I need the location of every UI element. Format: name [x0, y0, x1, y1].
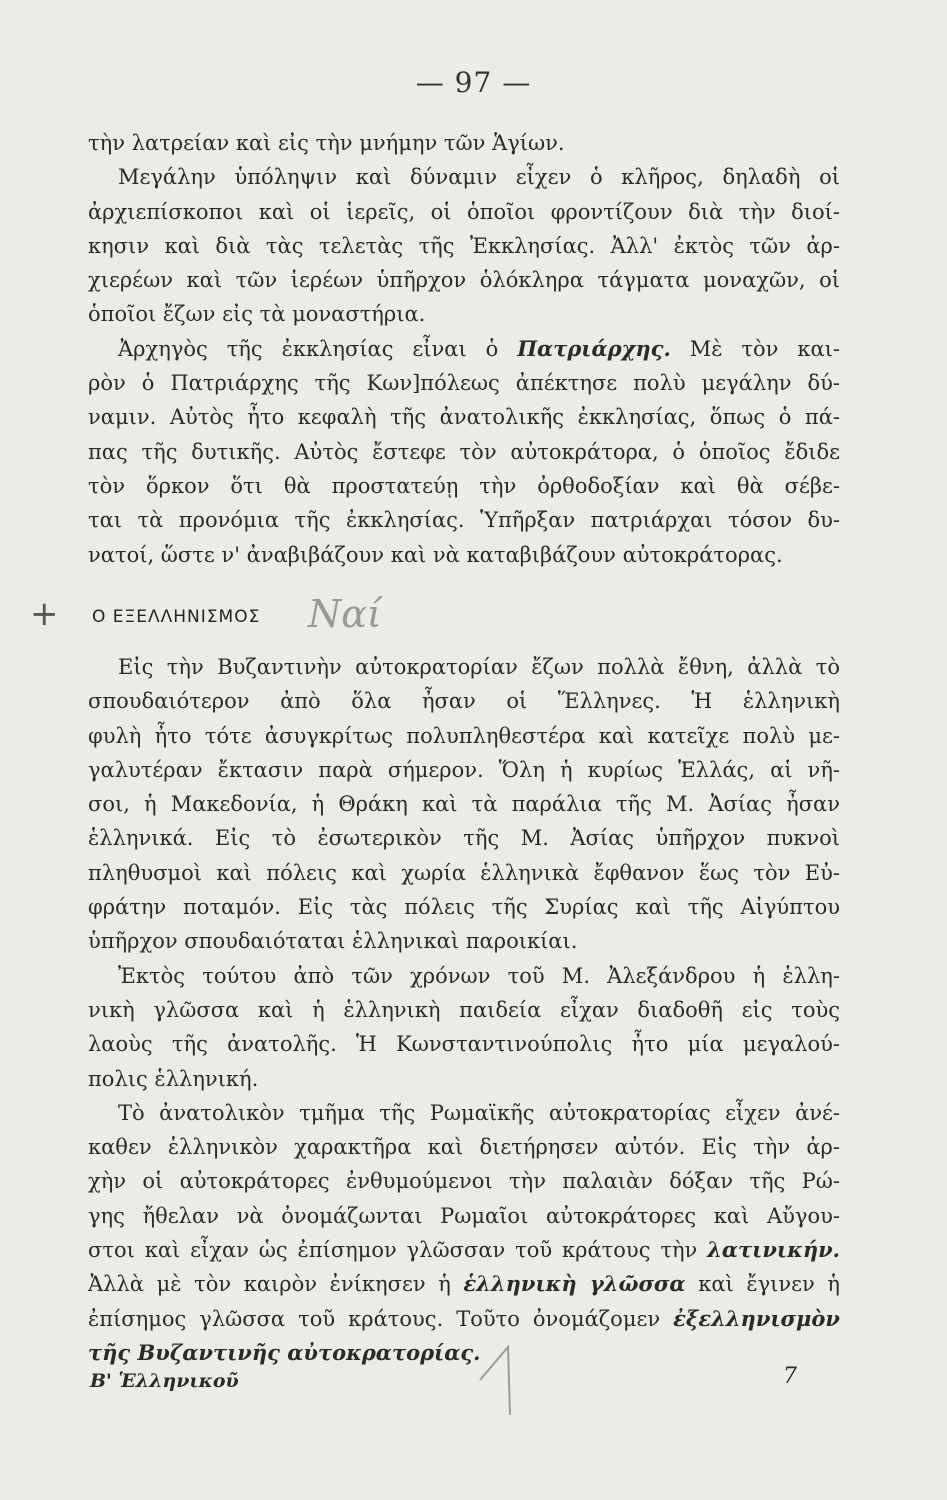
bold-term: Πατριάρχης.	[517, 335, 671, 361]
section-heading: Ο ΕΞΕΛΛΗΝΙΣΜΟΣ	[92, 607, 261, 627]
text-line: ἑλληνικά. Εἰς τὸ ἐσωτερικὸν τῆς Μ. Ἀσίας ὑπῆρχον πυκνοὶ	[88, 826, 840, 851]
text-line: Εἰς τὴν Βυζαντινὴν αὐτοκρατορίαν ἔζων πολλὰ ἔθνη, ἀλλὰ τὸ	[118, 655, 840, 679]
text-segment: Ἀρχηγὸς τῆς ἐκκλησίας εἶναι ὁ	[118, 336, 499, 361]
text-line: τὴν λατρείαν καὶ εἰς τὴν μνήμην τῶν Ἁγίων.	[88, 131, 565, 155]
margin-plus-mark: +	[30, 594, 59, 634]
printer-signature: Β' Ἑλληνικοῦ	[90, 1370, 239, 1392]
text-line: χὴν οἱ αὐτοκράτορες ἐνθυμούμενοι τὴν παλαιὰν δόξαν τῆς Ρώ-	[88, 1169, 840, 1194]
text-line: Ἐκτὸς τούτου ἀπὸ τῶν χρόνων τοῦ Μ. Ἀλεξάνδρου ἡ ἑλλη-	[118, 963, 840, 988]
signature-number: 7	[783, 1364, 797, 1389]
pencil-stroke-mark	[470, 1335, 550, 1425]
section-heading-area	[30, 590, 530, 650]
text-line	[88, 1302, 840, 1336]
text-line: χιερέων καὶ τῶν ἱερέων ὑπῆρχον ὁλόκληρα τάγματα μοναχῶν, οἱ	[88, 268, 840, 293]
text-segment: Ἀλλὰ μὲ τὸν καιρὸν ἐνίκησεν ἡ	[88, 1272, 451, 1297]
text-line: κησιν καὶ διὰ τὰς τελετὰς τῆς Ἐκκλησίας. Ἀλλ' ἐκτὸς τῶν ἀρ-	[88, 233, 840, 258]
bold-term: ἐξελληνισμὸν	[673, 1305, 840, 1331]
text-line: σπουδαιότερον ἀπὸ ὅλα ἦσαν οἱ Ἕλληνες. Ἡ ἑλληνικὴ	[88, 689, 840, 714]
text-line: καθεν ἑλληνικὸν χαρακτῆρα καὶ διετήρησεν αὐτόν. Εἰς τὴν ἀρ-	[88, 1135, 840, 1160]
bold-term: ἑλληνικὴ γλῶσσα	[463, 1271, 686, 1297]
text-line: λαοὺς τῆς ἀνατολῆς. Ἡ Κωνσταντινούπολις ἦτο μία μεγαλού-	[88, 1032, 840, 1057]
page-number: — 97 —	[415, 66, 532, 99]
text-line	[88, 332, 840, 366]
paragraph-block-2	[88, 650, 840, 1370]
text-line: ναμιν. Αὐτὸς ἦτο κεφαλὴ τῆς ἀνατολικῆς ἐκκλησίας, ὅπως ὁ πά-	[88, 405, 840, 430]
text-line: ὑπῆρχον σπουδαιόταται ἑλληνικαὶ παροικίαι.	[88, 929, 578, 954]
bold-term: λατινικήν.	[707, 1237, 840, 1263]
text-line: φυλὴ ἦτο τότε ἀσυγκρίτως πολυπληθεστέρα καὶ κατεῖχε πολὺ με-	[88, 723, 840, 748]
text-segment: Μὲ τὸν και-	[689, 336, 840, 361]
text-line: Τὸ ἀνατολικὸν τμῆμα τῆς Ρωμαϊκῆς αὐτοκρατορίας εἶχεν ἀνέ-	[118, 1100, 840, 1125]
text-line	[88, 1267, 840, 1301]
text-line: φράτην ποταμόν. Εἰς τὰς πόλεις τῆς Συρίας καὶ τῆς Αἰγύπτου	[88, 895, 840, 920]
text-line: τὸν ὅρκον ὅτι θὰ προστατεύῃ τὴν ὀρθοδοξίαν καὶ θὰ σέβε-	[88, 473, 840, 498]
text-line: πολις ἑλληνική.	[88, 1066, 259, 1091]
text-line: πληθυσμοὶ καὶ πόλεις καὶ χωρία ἑλληνικὰ ἔφθανον ἕως τὸν Εὐ-	[88, 860, 840, 885]
pencil-stroke-path	[480, 1347, 510, 1415]
text-line-bold: τῆς Βυζαντινῆς αὐτοκρατορίας.	[88, 1339, 481, 1365]
text-line: πας τῆς δυτικῆς. Αὐτὸς ἔστεφε τὸν αὐτοκράτορα, ὁ ὁποῖος ἔδιδε	[88, 439, 840, 464]
text-line: σοι, ἡ Μακεδονία, ἡ Θράκη καὶ τὰ παράλια τῆς Μ. Ἀσίας ἦσαν	[88, 792, 840, 817]
text-line: νατοί, ὥστε ν' ἀναβιβάζουν καὶ νὰ καταβιβάζουν αὐτοκράτορας.	[88, 542, 783, 567]
text-line: νικὴ γλῶσσα καὶ ἡ ἑλληνικὴ παιδεία εἶχαν διαδοθῆ εἰς τοὺς	[88, 997, 840, 1022]
text-line: ὁποῖοι ἔζων εἰς τὰ μοναστήρια.	[88, 302, 426, 327]
handwritten-note: Ναί	[308, 592, 382, 636]
text-line: Μεγάλην ὑπόληψιν καὶ δύναμιν εἶχεν ὁ κλῆρος, δηλαδὴ οἱ	[118, 165, 840, 190]
text-line: γης ἤθελαν νὰ ὀνομάζωνται Ρωμαῖοι αὐτοκράτορες καὶ Αὔγου-	[88, 1203, 840, 1228]
text-line: ρὸν ὁ Πατριάρχης τῆς Κων]πόλεως ἀπέκτησε πολὺ μεγάλην δύ-	[88, 371, 840, 396]
text-line: γαλυτέραν ἔκτασιν παρὰ σήμερον. Ὅλη ἡ κυρίως Ἑλλάς, αἱ νῆ-	[88, 757, 840, 782]
text-segment: στοι καὶ εἶχαν ὡς ἐπίσημον γλῶσσαν τοῦ κράτους τὴν	[88, 1238, 698, 1263]
text-line	[88, 1233, 840, 1267]
text-segment: ἐπίσημος γλῶσσα τοῦ κράτους. Τοῦτο ὀνομάζομεν	[88, 1306, 661, 1331]
text-line: ται τὰ προνόμια τῆς ἐκκλησίας. Ὑπῆρξαν πατριάρχαι τόσον δυ-	[88, 508, 840, 533]
paragraph-block-1	[88, 126, 840, 572]
text-segment: καὶ ἔγινεν ἡ	[698, 1272, 840, 1297]
text-line: ἀρχιεπίσκοποι καὶ οἱ ἱερεῖς, οἱ ὁποῖοι φροντίζουν διὰ τὴν διοί-	[88, 199, 840, 224]
